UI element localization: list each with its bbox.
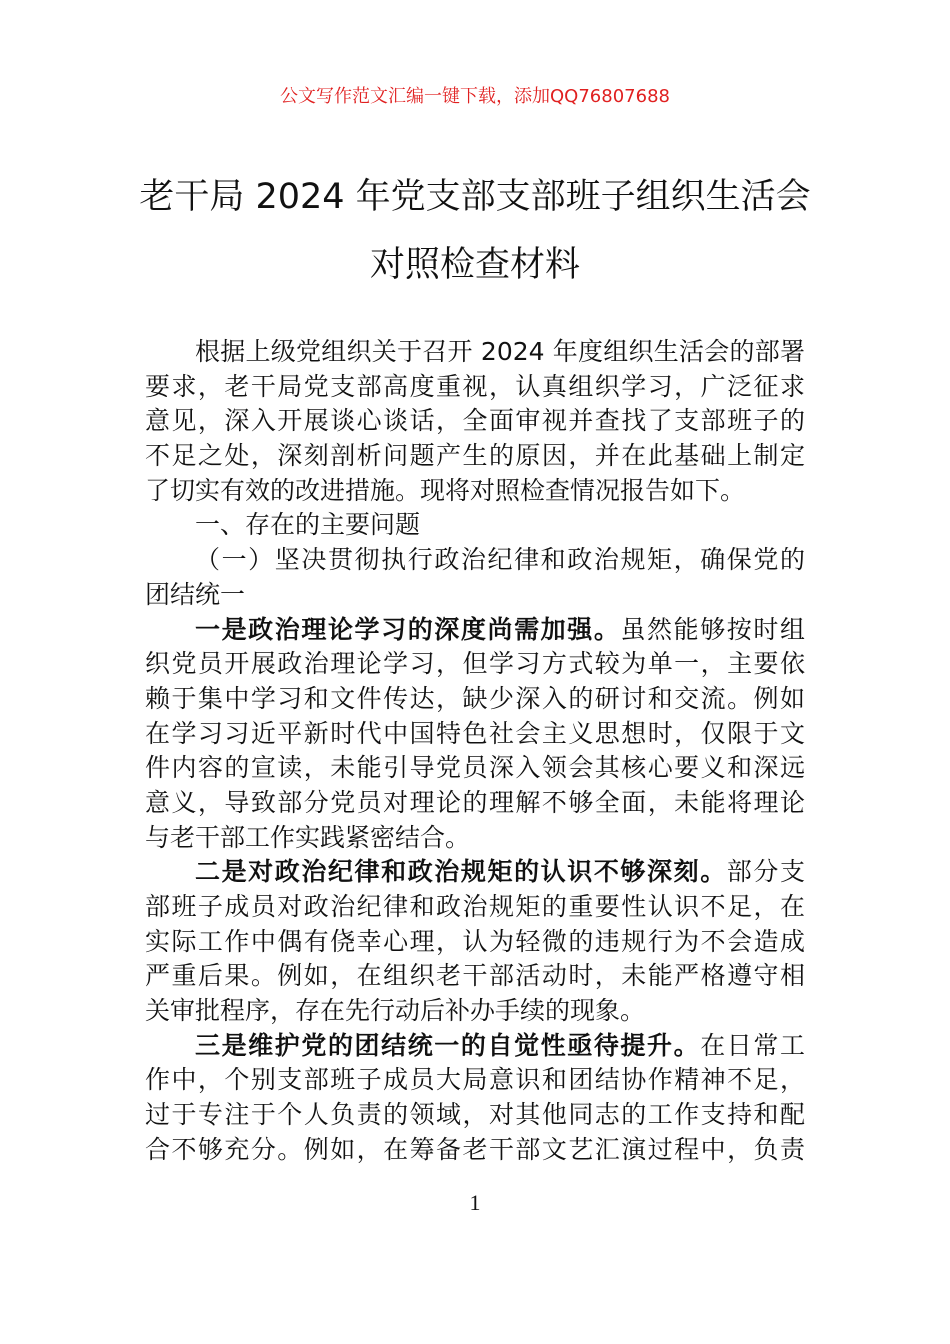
line-text: 过于专注于个人负责的领域，对其他同志的工作支持和配 bbox=[145, 1100, 805, 1130]
page-number: 1 bbox=[469, 1190, 481, 1215]
line-text: 实际工作中偶有侥幸心理，认为轻微的违规行为不会造成 bbox=[145, 926, 805, 956]
text-line bbox=[145, 613, 805, 648]
text-line bbox=[145, 1098, 805, 1133]
text-line bbox=[145, 647, 805, 682]
text-line bbox=[145, 751, 805, 786]
line-text: 件内容的宣读，未能引导党员深入领会其核心要义和深远 bbox=[145, 753, 805, 783]
line-text: 作中，个别支部班子成员大局意识和团结协作精神不足， bbox=[145, 1065, 805, 1095]
text-line bbox=[145, 543, 805, 578]
text-line bbox=[145, 959, 805, 994]
text-line bbox=[145, 474, 805, 509]
text-line bbox=[145, 682, 805, 717]
text-line bbox=[145, 370, 805, 405]
line-text: （一）坚决贯彻执行政治纪律和政治规矩，确保党的 bbox=[195, 545, 805, 575]
text-line bbox=[145, 508, 805, 543]
document-body bbox=[145, 335, 805, 1168]
line-text: 根据上级党组织关于召开 2024 年度组织生活会的部署 bbox=[195, 337, 805, 366]
line-text: 了切实有效的改进措施。现将对照检查情况报告如下。 bbox=[145, 475, 746, 505]
line-text: 不足之处，深刻剖析问题产生的原因，并在此基础上制定 bbox=[145, 441, 805, 471]
line-text: 意义，导致部分党员对理论的理解不够全面，未能将理论 bbox=[145, 787, 805, 817]
bold-lead-text: 二是对政治纪律和政治规矩的认识不够深刻。 bbox=[195, 857, 727, 887]
document-title-line-2: 对照检查材料 bbox=[369, 245, 580, 285]
bold-lead-text: 三是维护党的团结统一的自觉性亟待提升。 bbox=[195, 1030, 701, 1060]
line-text: 虽然能够按时组 bbox=[620, 614, 805, 644]
text-line bbox=[145, 786, 805, 821]
text-line bbox=[145, 994, 805, 1029]
line-text: 一、存在的主要问题 bbox=[195, 510, 421, 540]
line-text: 在学习习近平新时代中国特色社会主义思想时，仅限于文 bbox=[145, 718, 805, 748]
line-text: 关审批程序，存在先行动后补办手续的现象。 bbox=[145, 996, 646, 1026]
text-line bbox=[145, 821, 805, 856]
download-watermark-link[interactable]: 公文写作范文汇编一键下载，添加QQ76807688 bbox=[280, 86, 670, 107]
line-text: 意见，深入开展谈心谈话，全面审视并查找了支部班子的 bbox=[145, 406, 805, 436]
line-text: 赖于集中学习和文件传达，缺少深入的研讨和交流。例如 bbox=[145, 683, 805, 713]
line-text: 团结统一 bbox=[145, 579, 246, 609]
text-line bbox=[145, 1029, 805, 1064]
line-text: 织党员开展政治理论学习，但学习方式较为单一，主要依 bbox=[145, 649, 805, 679]
line-text: 与老干部工作实践紧密结合。 bbox=[145, 822, 471, 852]
line-text: 合不够充分。例如，在筹备老干部文艺汇演过程中，负责 bbox=[145, 1134, 805, 1164]
text-line bbox=[145, 1133, 805, 1168]
line-text: 在日常工 bbox=[700, 1030, 805, 1060]
text-line bbox=[145, 439, 805, 474]
text-line bbox=[145, 335, 805, 370]
line-text: 要求，老干局党支部高度重视，认真组织学习，广泛征求 bbox=[145, 371, 805, 401]
text-line bbox=[145, 717, 805, 752]
text-line bbox=[145, 855, 805, 890]
document-title-line-1: 老干局 2024 年党支部支部班子组织生活会 bbox=[139, 177, 811, 217]
bold-lead-text: 一是政治理论学习的深度尚需加强。 bbox=[195, 614, 621, 644]
line-text: 部分支 bbox=[726, 857, 805, 887]
line-text: 严重后果。例如，在组织老干部活动时，未能严格遵守相 bbox=[145, 961, 805, 991]
text-line bbox=[145, 890, 805, 925]
text-line bbox=[145, 578, 805, 613]
text-line bbox=[145, 404, 805, 439]
line-text: 部班子成员对政治纪律和政治规矩的重要性认识不足，在 bbox=[145, 892, 805, 921]
text-line bbox=[145, 1063, 805, 1098]
text-line bbox=[145, 925, 805, 960]
